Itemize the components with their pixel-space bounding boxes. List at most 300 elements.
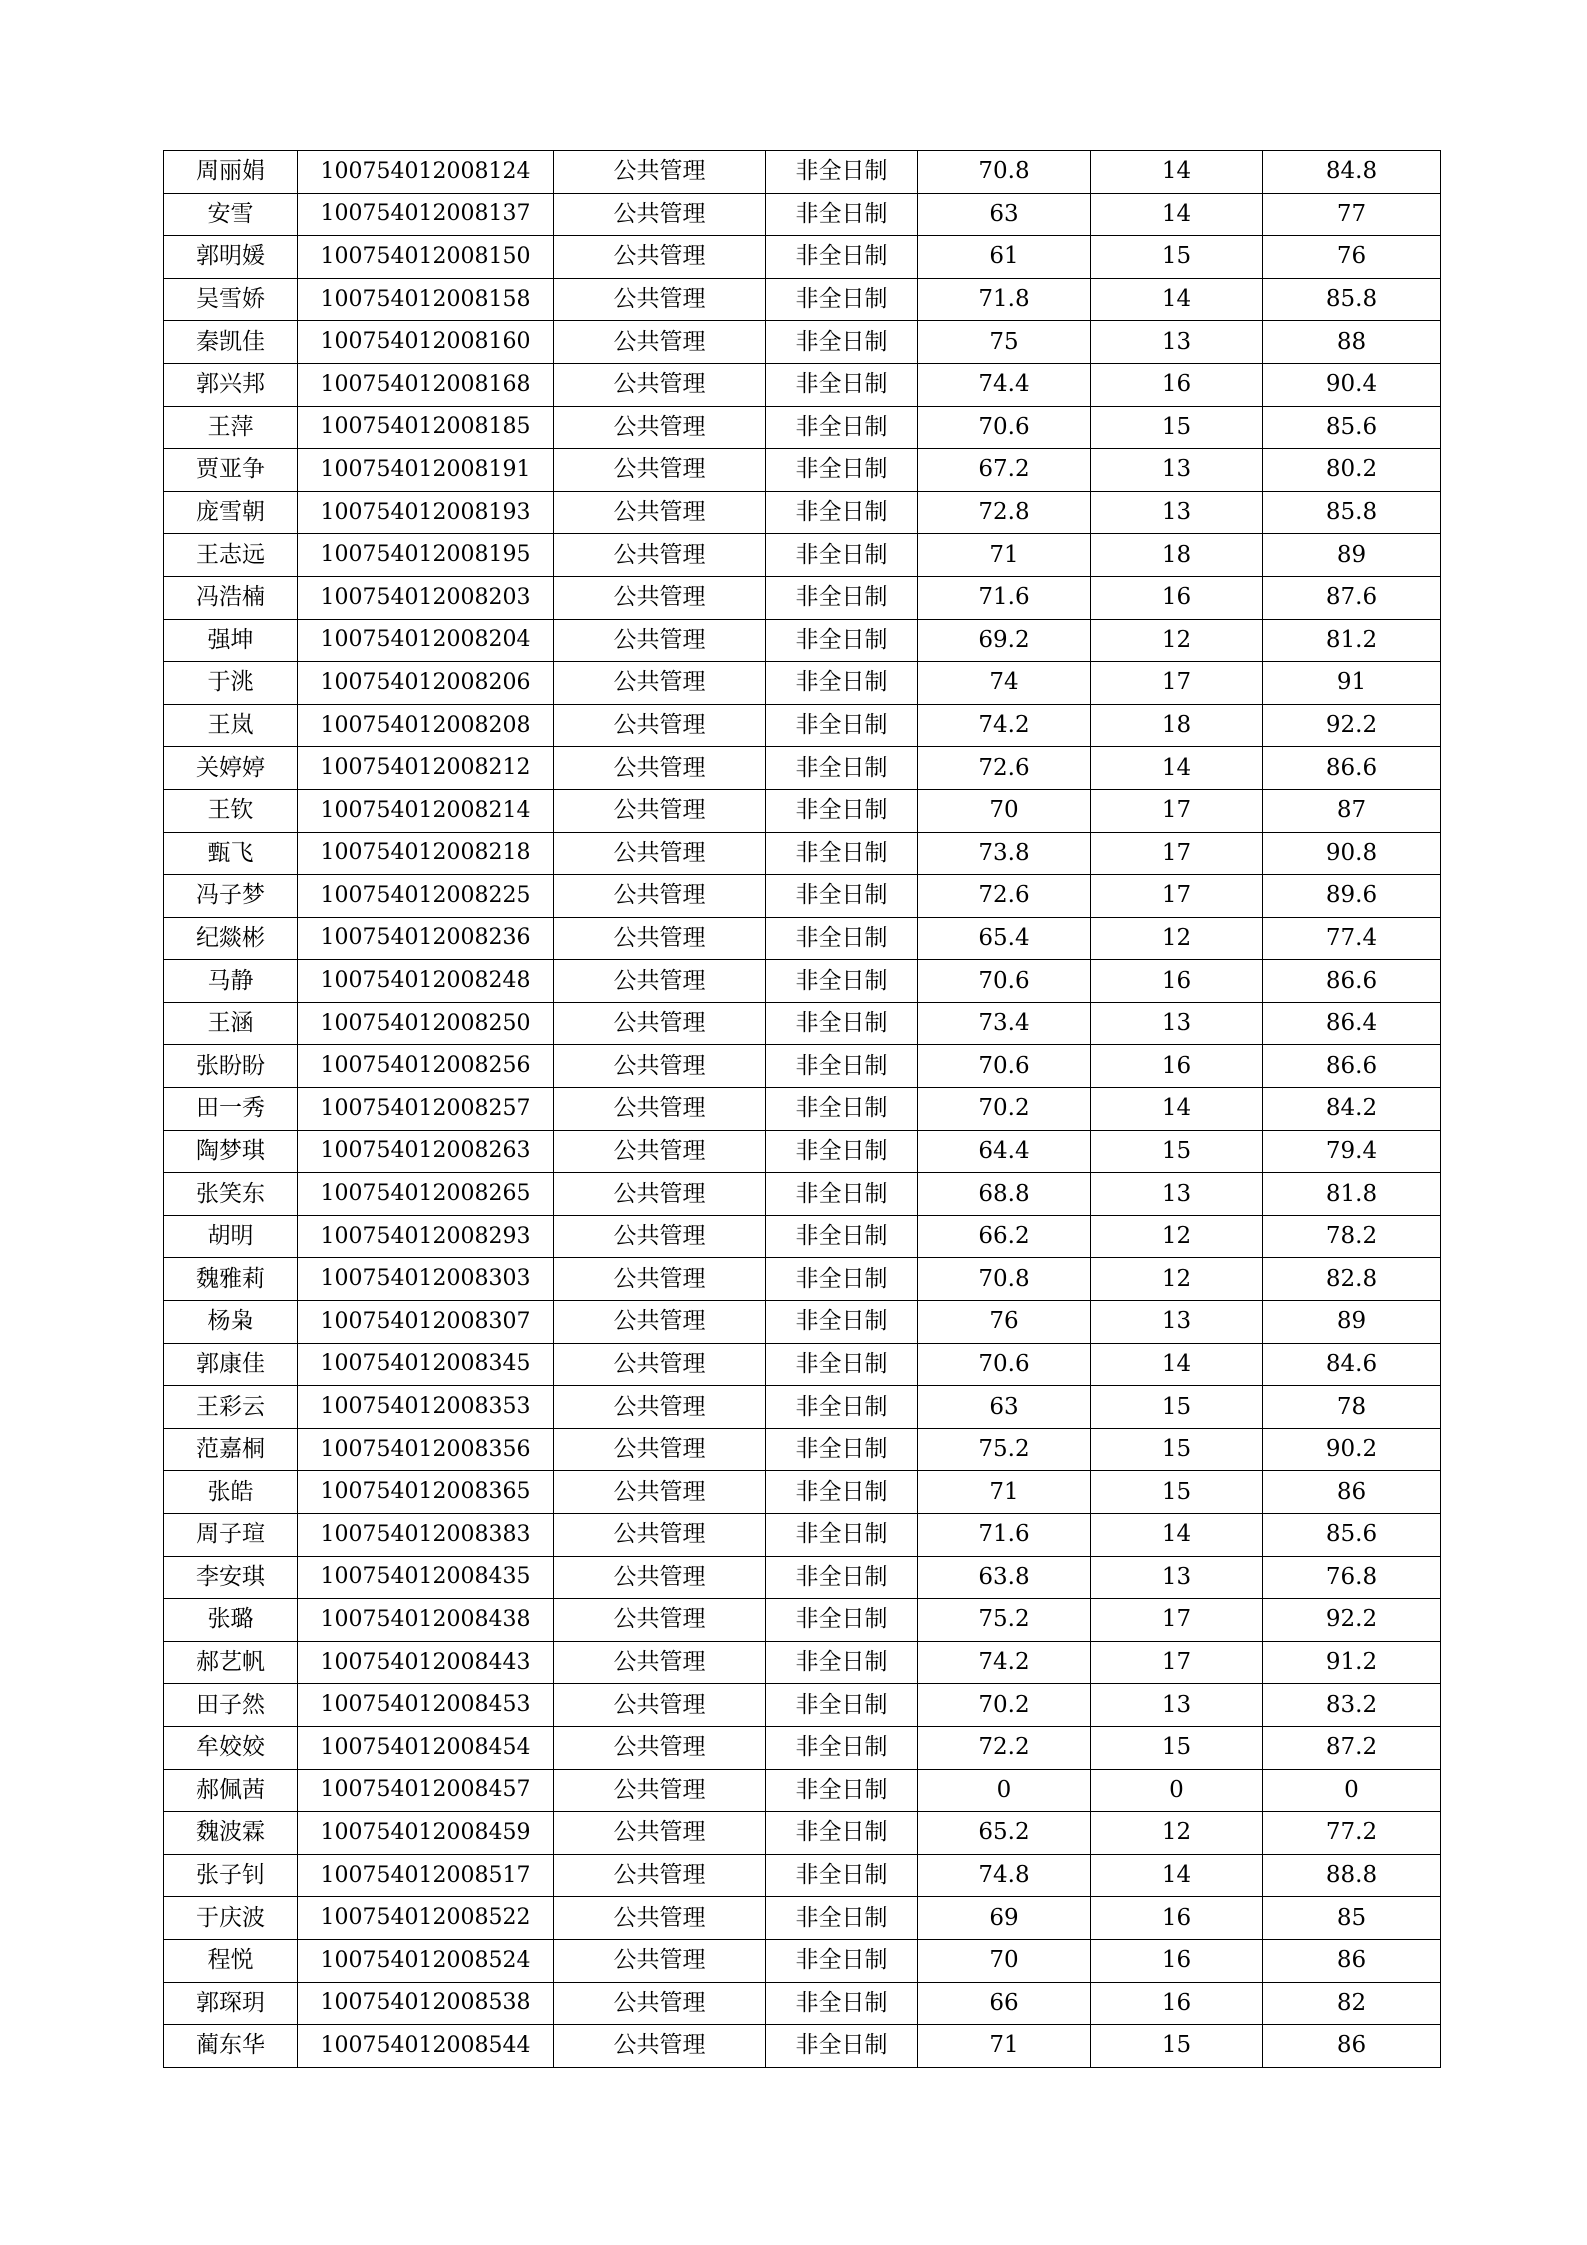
score-b-cell: 15 xyxy=(1091,1471,1263,1514)
candidate-name-cell: 郭明媛 xyxy=(164,236,298,279)
total-score-cell: 88.8 xyxy=(1263,1854,1441,1897)
table-row xyxy=(164,960,1441,1003)
score-a-cell: 71 xyxy=(918,534,1091,577)
score-b-cell: 13 xyxy=(1091,1556,1263,1599)
candidate-name-cell: 王涵 xyxy=(164,1002,298,1045)
major-cell: 公共管理 xyxy=(554,236,766,279)
candidate-id-cell: 100754012008383 xyxy=(298,1514,554,1557)
table-row xyxy=(164,1726,1441,1769)
score-b-cell: 13 xyxy=(1091,449,1263,492)
major-cell: 公共管理 xyxy=(554,1641,766,1684)
table-row xyxy=(164,1343,1441,1386)
major-cell: 公共管理 xyxy=(554,704,766,747)
total-score-cell: 85.8 xyxy=(1263,491,1441,534)
study-mode-cell: 非全日制 xyxy=(766,1088,918,1131)
total-score-cell: 79.4 xyxy=(1263,1130,1441,1173)
candidate-name-cell: 陶梦琪 xyxy=(164,1130,298,1173)
score-a-cell: 66 xyxy=(918,1982,1091,2025)
study-mode-cell: 非全日制 xyxy=(766,1045,918,1088)
score-b-cell: 0 xyxy=(1091,1769,1263,1812)
study-mode-cell: 非全日制 xyxy=(766,960,918,1003)
total-score-cell: 87.6 xyxy=(1263,576,1441,619)
score-a-cell: 71 xyxy=(918,2025,1091,2068)
candidate-name-cell: 周丽娟 xyxy=(164,151,298,194)
total-score-cell: 77.4 xyxy=(1263,917,1441,960)
study-mode-cell: 非全日制 xyxy=(766,278,918,321)
score-b-cell: 15 xyxy=(1091,1428,1263,1471)
candidate-id-cell: 100754012008345 xyxy=(298,1343,554,1386)
candidate-id-cell: 100754012008236 xyxy=(298,917,554,960)
table-row xyxy=(164,704,1441,747)
table-row xyxy=(164,363,1441,406)
candidate-name-cell: 张璐 xyxy=(164,1599,298,1642)
candidate-name-cell: 魏雅莉 xyxy=(164,1258,298,1301)
study-mode-cell: 非全日制 xyxy=(766,832,918,875)
study-mode-cell: 非全日制 xyxy=(766,619,918,662)
study-mode-cell: 非全日制 xyxy=(766,747,918,790)
total-score-cell: 85.6 xyxy=(1263,1514,1441,1557)
score-b-cell: 16 xyxy=(1091,1045,1263,1088)
major-cell: 公共管理 xyxy=(554,1301,766,1344)
candidate-id-cell: 100754012008454 xyxy=(298,1726,554,1769)
table-row xyxy=(164,1556,1441,1599)
major-cell: 公共管理 xyxy=(554,1471,766,1514)
major-cell: 公共管理 xyxy=(554,1599,766,1642)
study-mode-cell: 非全日制 xyxy=(766,789,918,832)
score-a-cell: 70.6 xyxy=(918,960,1091,1003)
score-b-cell: 13 xyxy=(1091,491,1263,534)
table-row xyxy=(164,1173,1441,1216)
table-row xyxy=(164,1471,1441,1514)
candidate-name-cell: 郭康佳 xyxy=(164,1343,298,1386)
candidate-id-cell: 100754012008365 xyxy=(298,1471,554,1514)
candidate-name-cell: 安雪 xyxy=(164,193,298,236)
candidate-name-cell: 冯浩楠 xyxy=(164,576,298,619)
total-score-cell: 86.4 xyxy=(1263,1002,1441,1045)
total-score-cell: 89 xyxy=(1263,1301,1441,1344)
score-b-cell: 14 xyxy=(1091,278,1263,321)
table-row xyxy=(164,1386,1441,1429)
candidate-name-cell: 程悦 xyxy=(164,1939,298,1982)
study-mode-cell: 非全日制 xyxy=(766,321,918,364)
table-row xyxy=(164,1088,1441,1131)
study-mode-cell: 非全日制 xyxy=(766,193,918,236)
score-b-cell: 14 xyxy=(1091,151,1263,194)
candidate-id-cell: 100754012008307 xyxy=(298,1301,554,1344)
candidate-id-cell: 100754012008218 xyxy=(298,832,554,875)
major-cell: 公共管理 xyxy=(554,1726,766,1769)
score-b-cell: 17 xyxy=(1091,662,1263,705)
score-b-cell: 12 xyxy=(1091,619,1263,662)
score-a-cell: 70.6 xyxy=(918,1343,1091,1386)
candidate-name-cell: 王钦 xyxy=(164,789,298,832)
table-row xyxy=(164,1982,1441,2025)
candidate-id-cell: 100754012008263 xyxy=(298,1130,554,1173)
candidate-id-cell: 100754012008206 xyxy=(298,662,554,705)
score-a-cell: 63 xyxy=(918,193,1091,236)
candidate-id-cell: 100754012008538 xyxy=(298,1982,554,2025)
score-b-cell: 17 xyxy=(1091,1641,1263,1684)
total-score-cell: 81.8 xyxy=(1263,1173,1441,1216)
table-row xyxy=(164,1599,1441,1642)
score-a-cell: 70.6 xyxy=(918,1045,1091,1088)
total-score-cell: 87.2 xyxy=(1263,1726,1441,1769)
major-cell: 公共管理 xyxy=(554,1982,766,2025)
score-b-cell: 17 xyxy=(1091,832,1263,875)
major-cell: 公共管理 xyxy=(554,619,766,662)
table-row xyxy=(164,662,1441,705)
candidate-id-cell: 100754012008265 xyxy=(298,1173,554,1216)
candidate-id-cell: 100754012008453 xyxy=(298,1684,554,1727)
score-a-cell: 72.6 xyxy=(918,875,1091,918)
score-a-cell: 74.2 xyxy=(918,704,1091,747)
candidate-name-cell: 马静 xyxy=(164,960,298,1003)
total-score-cell: 87 xyxy=(1263,789,1441,832)
total-score-cell: 88 xyxy=(1263,321,1441,364)
score-a-cell: 72.6 xyxy=(918,747,1091,790)
table-row xyxy=(164,2025,1441,2068)
total-score-cell: 92.2 xyxy=(1263,1599,1441,1642)
major-cell: 公共管理 xyxy=(554,1173,766,1216)
table-row xyxy=(164,151,1441,194)
major-cell: 公共管理 xyxy=(554,1556,766,1599)
candidate-id-cell: 100754012008191 xyxy=(298,449,554,492)
score-b-cell: 15 xyxy=(1091,1726,1263,1769)
total-score-cell: 84.8 xyxy=(1263,151,1441,194)
table-row xyxy=(164,1769,1441,1812)
candidate-id-cell: 100754012008522 xyxy=(298,1897,554,1940)
major-cell: 公共管理 xyxy=(554,1343,766,1386)
total-score-cell: 90.8 xyxy=(1263,832,1441,875)
table-row xyxy=(164,1045,1441,1088)
candidate-name-cell: 贾亚争 xyxy=(164,449,298,492)
study-mode-cell: 非全日制 xyxy=(766,917,918,960)
major-cell: 公共管理 xyxy=(554,363,766,406)
table-row xyxy=(164,1130,1441,1173)
candidate-name-cell: 王萍 xyxy=(164,406,298,449)
score-b-cell: 13 xyxy=(1091,1173,1263,1216)
candidate-id-cell: 100754012008544 xyxy=(298,2025,554,2068)
candidate-id-cell: 100754012008208 xyxy=(298,704,554,747)
study-mode-cell: 非全日制 xyxy=(766,704,918,747)
candidate-name-cell: 张盼盼 xyxy=(164,1045,298,1088)
table-row xyxy=(164,1854,1441,1897)
candidate-id-cell: 100754012008256 xyxy=(298,1045,554,1088)
table-row xyxy=(164,1897,1441,1940)
major-cell: 公共管理 xyxy=(554,1812,766,1855)
table-row xyxy=(164,619,1441,662)
score-a-cell: 65.2 xyxy=(918,1812,1091,1855)
candidate-name-cell: 王志远 xyxy=(164,534,298,577)
study-mode-cell: 非全日制 xyxy=(766,1428,918,1471)
study-mode-cell: 非全日制 xyxy=(766,1897,918,1940)
major-cell: 公共管理 xyxy=(554,1045,766,1088)
major-cell: 公共管理 xyxy=(554,1684,766,1727)
study-mode-cell: 非全日制 xyxy=(766,1471,918,1514)
major-cell: 公共管理 xyxy=(554,1854,766,1897)
score-a-cell: 70.8 xyxy=(918,1258,1091,1301)
study-mode-cell: 非全日制 xyxy=(766,1939,918,1982)
candidate-id-cell: 100754012008303 xyxy=(298,1258,554,1301)
candidate-name-cell: 田一秀 xyxy=(164,1088,298,1131)
major-cell: 公共管理 xyxy=(554,1769,766,1812)
candidate-id-cell: 100754012008185 xyxy=(298,406,554,449)
score-b-cell: 13 xyxy=(1091,321,1263,364)
score-b-cell: 13 xyxy=(1091,1002,1263,1045)
score-b-cell: 15 xyxy=(1091,1130,1263,1173)
total-score-cell: 86.6 xyxy=(1263,960,1441,1003)
major-cell: 公共管理 xyxy=(554,662,766,705)
table-row xyxy=(164,406,1441,449)
score-b-cell: 14 xyxy=(1091,1343,1263,1386)
major-cell: 公共管理 xyxy=(554,747,766,790)
candidate-name-cell: 张子钊 xyxy=(164,1854,298,1897)
study-mode-cell: 非全日制 xyxy=(766,236,918,279)
candidate-id-cell: 100754012008137 xyxy=(298,193,554,236)
score-a-cell: 75.2 xyxy=(918,1428,1091,1471)
study-mode-cell: 非全日制 xyxy=(766,576,918,619)
major-cell: 公共管理 xyxy=(554,449,766,492)
candidate-id-cell: 100754012008168 xyxy=(298,363,554,406)
candidate-id-cell: 100754012008150 xyxy=(298,236,554,279)
study-mode-cell: 非全日制 xyxy=(766,1130,918,1173)
score-a-cell: 72.2 xyxy=(918,1726,1091,1769)
candidate-name-cell: 冯子梦 xyxy=(164,875,298,918)
candidate-name-cell: 郭琛玥 xyxy=(164,1982,298,2025)
score-b-cell: 12 xyxy=(1091,1812,1263,1855)
major-cell: 公共管理 xyxy=(554,789,766,832)
candidate-id-cell: 100754012008459 xyxy=(298,1812,554,1855)
score-a-cell: 74.4 xyxy=(918,363,1091,406)
major-cell: 公共管理 xyxy=(554,151,766,194)
total-score-cell: 86 xyxy=(1263,2025,1441,2068)
candidate-id-cell: 100754012008248 xyxy=(298,960,554,1003)
major-cell: 公共管理 xyxy=(554,534,766,577)
candidate-id-cell: 100754012008225 xyxy=(298,875,554,918)
major-cell: 公共管理 xyxy=(554,1258,766,1301)
table-row xyxy=(164,875,1441,918)
major-cell: 公共管理 xyxy=(554,1514,766,1557)
table-row xyxy=(164,576,1441,619)
major-cell: 公共管理 xyxy=(554,875,766,918)
candidate-id-cell: 100754012008212 xyxy=(298,747,554,790)
total-score-cell: 78.2 xyxy=(1263,1215,1441,1258)
score-b-cell: 18 xyxy=(1091,704,1263,747)
candidate-id-cell: 100754012008158 xyxy=(298,278,554,321)
candidate-name-cell: 魏波霖 xyxy=(164,1812,298,1855)
candidate-name-cell: 李安琪 xyxy=(164,1556,298,1599)
total-score-cell: 85 xyxy=(1263,1897,1441,1940)
candidate-id-cell: 100754012008250 xyxy=(298,1002,554,1045)
score-b-cell: 18 xyxy=(1091,534,1263,577)
study-mode-cell: 非全日制 xyxy=(766,1514,918,1557)
major-cell: 公共管理 xyxy=(554,193,766,236)
total-score-cell: 83.2 xyxy=(1263,1684,1441,1727)
candidate-id-cell: 100754012008204 xyxy=(298,619,554,662)
candidate-id-cell: 100754012008293 xyxy=(298,1215,554,1258)
score-a-cell: 70 xyxy=(918,789,1091,832)
major-cell: 公共管理 xyxy=(554,1130,766,1173)
score-b-cell: 16 xyxy=(1091,576,1263,619)
candidate-name-cell: 庞雪朝 xyxy=(164,491,298,534)
table-row xyxy=(164,1301,1441,1344)
study-mode-cell: 非全日制 xyxy=(766,1173,918,1216)
total-score-cell: 77.2 xyxy=(1263,1812,1441,1855)
total-score-cell: 84.6 xyxy=(1263,1343,1441,1386)
candidate-id-cell: 100754012008438 xyxy=(298,1599,554,1642)
score-a-cell: 69.2 xyxy=(918,619,1091,662)
total-score-cell: 81.2 xyxy=(1263,619,1441,662)
score-a-cell: 63 xyxy=(918,1386,1091,1429)
total-score-cell: 80.2 xyxy=(1263,449,1441,492)
table-row xyxy=(164,193,1441,236)
candidate-name-cell: 王岚 xyxy=(164,704,298,747)
score-b-cell: 17 xyxy=(1091,789,1263,832)
score-a-cell: 65.4 xyxy=(918,917,1091,960)
candidate-name-cell: 纪燚彬 xyxy=(164,917,298,960)
candidate-name-cell: 郭兴邦 xyxy=(164,363,298,406)
candidate-id-cell: 100754012008353 xyxy=(298,1386,554,1429)
study-mode-cell: 非全日制 xyxy=(766,1854,918,1897)
candidate-name-cell: 郝佩茜 xyxy=(164,1769,298,1812)
study-mode-cell: 非全日制 xyxy=(766,1301,918,1344)
major-cell: 公共管理 xyxy=(554,1088,766,1131)
score-b-cell: 13 xyxy=(1091,1684,1263,1727)
major-cell: 公共管理 xyxy=(554,960,766,1003)
study-mode-cell: 非全日制 xyxy=(766,151,918,194)
score-a-cell: 0 xyxy=(918,1769,1091,1812)
score-a-cell: 71.8 xyxy=(918,278,1091,321)
table-row xyxy=(164,917,1441,960)
candidate-name-cell: 杨枭 xyxy=(164,1301,298,1344)
candidate-name-cell: 蔺东华 xyxy=(164,2025,298,2068)
score-a-cell: 76 xyxy=(918,1301,1091,1344)
score-a-cell: 73.8 xyxy=(918,832,1091,875)
table-row xyxy=(164,1939,1441,1982)
candidate-id-cell: 100754012008214 xyxy=(298,789,554,832)
total-score-cell: 89.6 xyxy=(1263,875,1441,918)
study-mode-cell: 非全日制 xyxy=(766,1684,918,1727)
score-b-cell: 15 xyxy=(1091,406,1263,449)
candidate-id-cell: 100754012008124 xyxy=(298,151,554,194)
table-row xyxy=(164,321,1441,364)
candidate-id-cell: 100754012008435 xyxy=(298,1556,554,1599)
score-b-cell: 16 xyxy=(1091,1982,1263,2025)
candidate-name-cell: 范嘉桐 xyxy=(164,1428,298,1471)
score-a-cell: 67.2 xyxy=(918,449,1091,492)
major-cell: 公共管理 xyxy=(554,491,766,534)
candidate-name-cell: 王彩云 xyxy=(164,1386,298,1429)
candidate-id-cell: 100754012008457 xyxy=(298,1769,554,1812)
total-score-cell: 90.4 xyxy=(1263,363,1441,406)
candidate-id-cell: 100754012008193 xyxy=(298,491,554,534)
major-cell: 公共管理 xyxy=(554,1428,766,1471)
score-a-cell: 70.2 xyxy=(918,1684,1091,1727)
score-b-cell: 17 xyxy=(1091,875,1263,918)
study-mode-cell: 非全日制 xyxy=(766,449,918,492)
score-b-cell: 14 xyxy=(1091,1088,1263,1131)
score-a-cell: 64.4 xyxy=(918,1130,1091,1173)
candidate-id-cell: 100754012008195 xyxy=(298,534,554,577)
candidate-name-cell: 于洮 xyxy=(164,662,298,705)
candidate-name-cell: 张笑东 xyxy=(164,1173,298,1216)
score-b-cell: 14 xyxy=(1091,1514,1263,1557)
major-cell: 公共管理 xyxy=(554,1939,766,1982)
table-row xyxy=(164,789,1441,832)
total-score-cell: 76 xyxy=(1263,236,1441,279)
candidate-name-cell: 秦凯佳 xyxy=(164,321,298,364)
score-a-cell: 70.8 xyxy=(918,151,1091,194)
score-b-cell: 13 xyxy=(1091,1301,1263,1344)
total-score-cell: 86.6 xyxy=(1263,1045,1441,1088)
candidate-id-cell: 100754012008356 xyxy=(298,1428,554,1471)
table-row xyxy=(164,832,1441,875)
study-mode-cell: 非全日制 xyxy=(766,491,918,534)
candidate-name-cell: 胡明 xyxy=(164,1215,298,1258)
score-b-cell: 14 xyxy=(1091,747,1263,790)
total-score-cell: 86 xyxy=(1263,1939,1441,1982)
score-a-cell: 75 xyxy=(918,321,1091,364)
table-row xyxy=(164,1215,1441,1258)
table-row xyxy=(164,1812,1441,1855)
score-a-cell: 70.2 xyxy=(918,1088,1091,1131)
study-mode-cell: 非全日制 xyxy=(766,2025,918,2068)
major-cell: 公共管理 xyxy=(554,406,766,449)
candidate-name-cell: 牟姣姣 xyxy=(164,1726,298,1769)
table-row xyxy=(164,1514,1441,1557)
table-row xyxy=(164,747,1441,790)
score-b-cell: 17 xyxy=(1091,1599,1263,1642)
study-mode-cell: 非全日制 xyxy=(766,662,918,705)
score-a-cell: 74.2 xyxy=(918,1641,1091,1684)
total-score-cell: 90.2 xyxy=(1263,1428,1441,1471)
major-cell: 公共管理 xyxy=(554,278,766,321)
score-a-cell: 61 xyxy=(918,236,1091,279)
major-cell: 公共管理 xyxy=(554,1386,766,1429)
total-score-cell: 91.2 xyxy=(1263,1641,1441,1684)
major-cell: 公共管理 xyxy=(554,321,766,364)
score-b-cell: 16 xyxy=(1091,1939,1263,1982)
candidate-name-cell: 周子瑄 xyxy=(164,1514,298,1557)
major-cell: 公共管理 xyxy=(554,1002,766,1045)
score-a-cell: 73.4 xyxy=(918,1002,1091,1045)
study-mode-cell: 非全日制 xyxy=(766,1726,918,1769)
table-row xyxy=(164,1002,1441,1045)
candidate-name-cell: 张皓 xyxy=(164,1471,298,1514)
candidate-id-cell: 100754012008203 xyxy=(298,576,554,619)
study-mode-cell: 非全日制 xyxy=(766,406,918,449)
score-a-cell: 74 xyxy=(918,662,1091,705)
major-cell: 公共管理 xyxy=(554,917,766,960)
score-b-cell: 15 xyxy=(1091,2025,1263,2068)
study-mode-cell: 非全日制 xyxy=(766,1386,918,1429)
candidate-id-cell: 100754012008524 xyxy=(298,1939,554,1982)
major-cell: 公共管理 xyxy=(554,1215,766,1258)
score-a-cell: 75.2 xyxy=(918,1599,1091,1642)
score-a-cell: 70 xyxy=(918,1939,1091,1982)
study-mode-cell: 非全日制 xyxy=(766,1982,918,2025)
total-score-cell: 82 xyxy=(1263,1982,1441,2025)
score-a-cell: 71.6 xyxy=(918,576,1091,619)
study-mode-cell: 非全日制 xyxy=(766,1641,918,1684)
score-a-cell: 63.8 xyxy=(918,1556,1091,1599)
total-score-cell: 76.8 xyxy=(1263,1556,1441,1599)
candidate-name-cell: 田子然 xyxy=(164,1684,298,1727)
study-mode-cell: 非全日制 xyxy=(766,1599,918,1642)
candidate-id-cell: 100754012008443 xyxy=(298,1641,554,1684)
study-mode-cell: 非全日制 xyxy=(766,363,918,406)
major-cell: 公共管理 xyxy=(554,832,766,875)
